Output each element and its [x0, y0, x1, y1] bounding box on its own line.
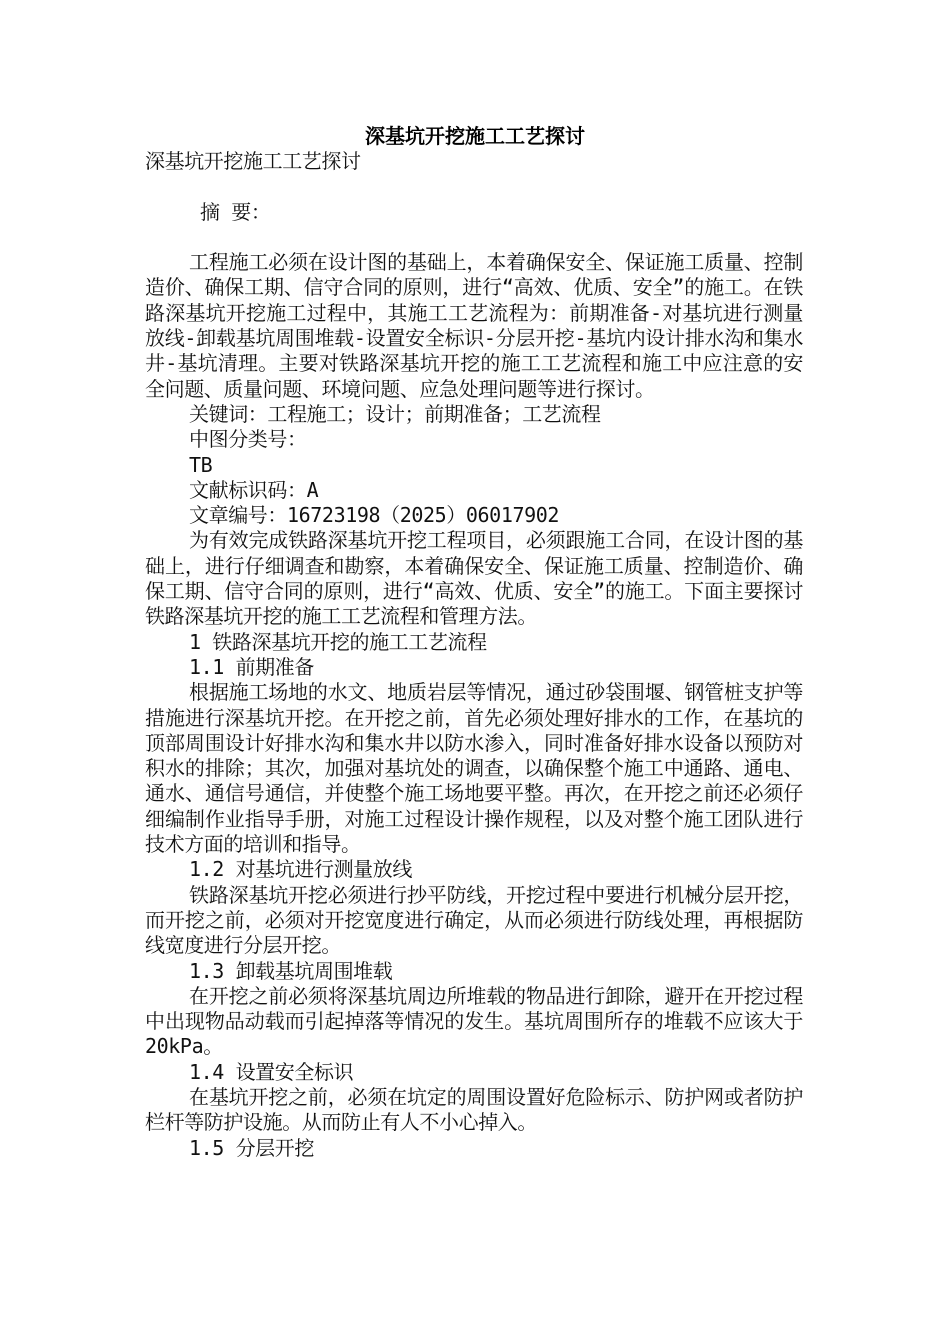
document-body [145, 149, 803, 1161]
section-1-3-heading: 1.3 卸载基坑周围堆载 [189, 958, 393, 983]
section-1-2-paragraph: 铁路深基坑开挖必须进行抄平防线，开挖过程中要进行机械分层开挖，而开挖之前，必须对开挖宽度进行确定，从而必须进行防线处理，再根据防线宽度进行分层开挖。 [145, 882, 803, 958]
section-1-2-heading: 1.2 对基坑进行测量放线 [189, 857, 412, 882]
section-1-heading: 1 铁路深基坑开挖的施工工艺流程 [189, 629, 487, 654]
section-1-3-paragraph: 在开挖之前必须将深基坑周边所堆载的物品进行卸除，避开在开挖过程中出现物品动载而引起掉落等情况的发生。基坑周围所存的堆载不应该大于20kPa。 [145, 983, 803, 1059]
section-1-5-heading: 1.5 分层开挖 [189, 1135, 314, 1160]
clc-value: TB [189, 452, 213, 477]
document-subtitle: 深基坑开挖施工工艺探讨 [145, 149, 361, 173]
section-1-4-paragraph: 在基坑开挖之前，必须在坑定的周围设置好危险标示、防护网或者防护栏杆等防护设施。从而防止有人不小心掉入。 [145, 1084, 803, 1135]
section-1-4-heading: 1.4 设置安全标识 [189, 1059, 354, 1084]
intro-paragraph: 为有效完成铁路深基坑开挖工程项目，必须跟施工合同，在设计图的基础上，进行仔细调查和勘察，本着确保安全、保证施工质量、控制造价、确保工期、信守合同的原则，进行“高效、优质、安全”的施工。下面主要探讨铁路深基坑开挖的施工工艺流程和管理方法。 [145, 528, 803, 629]
section-1-1-heading: 1.1 前期准备 [189, 654, 314, 679]
article-number: 文章编号：16723198（2025）06017902 [189, 503, 560, 528]
keywords-line: 关键词：工程施工；设计；前期准备；工艺流程 [189, 401, 601, 426]
section-1-1-paragraph: 根据施工场地的水文、地质岩层等情况，通过砂袋围堰、钢管桩支护等措施进行深基坑开挖。在开挖之前，首先必须处理好排水的工作，在基坑的顶部周围设计好排水沟和集水井以防水渗入，同时准备好排水设备以预防对积水的排除；其次，加强对基坑处的调查，以确保整个施工中通路、通电、通水、通信号通信，并使整个施工场地要平整。再次，在开挖之前还必须仔细编制作业指导手册，对施工过程设计操作规程，以及对整个施工团队进行技术方面的培训和指导。 [145, 680, 803, 857]
abstract-label: 摘 要： [200, 199, 271, 224]
clc-label: 中图分类号： [189, 427, 307, 452]
document-title: 深基坑开挖施工工艺探讨 [365, 124, 585, 148]
abstract-paragraph: 工程施工必须在设计图的基础上，本着确保安全、保证施工质量、控制造价、确保工期、信守合同的原则，进行“高效、优质、安全”的施工。在铁路深基坑开挖施工过程中，其施工工艺流程为：前期准备-对基坑进行测量放线-卸载基坑周围堆载-设置安全标识-分层开挖-基坑内设计排水沟和集水井-基坑清理。主要对铁路深基坑开挖的施工工艺流程和施工中应注意的安全问题、质量问题、环境问题、应急处理问题等进行探讨。 [145, 250, 803, 401]
document-code: 文献标识码：A [189, 477, 319, 502]
